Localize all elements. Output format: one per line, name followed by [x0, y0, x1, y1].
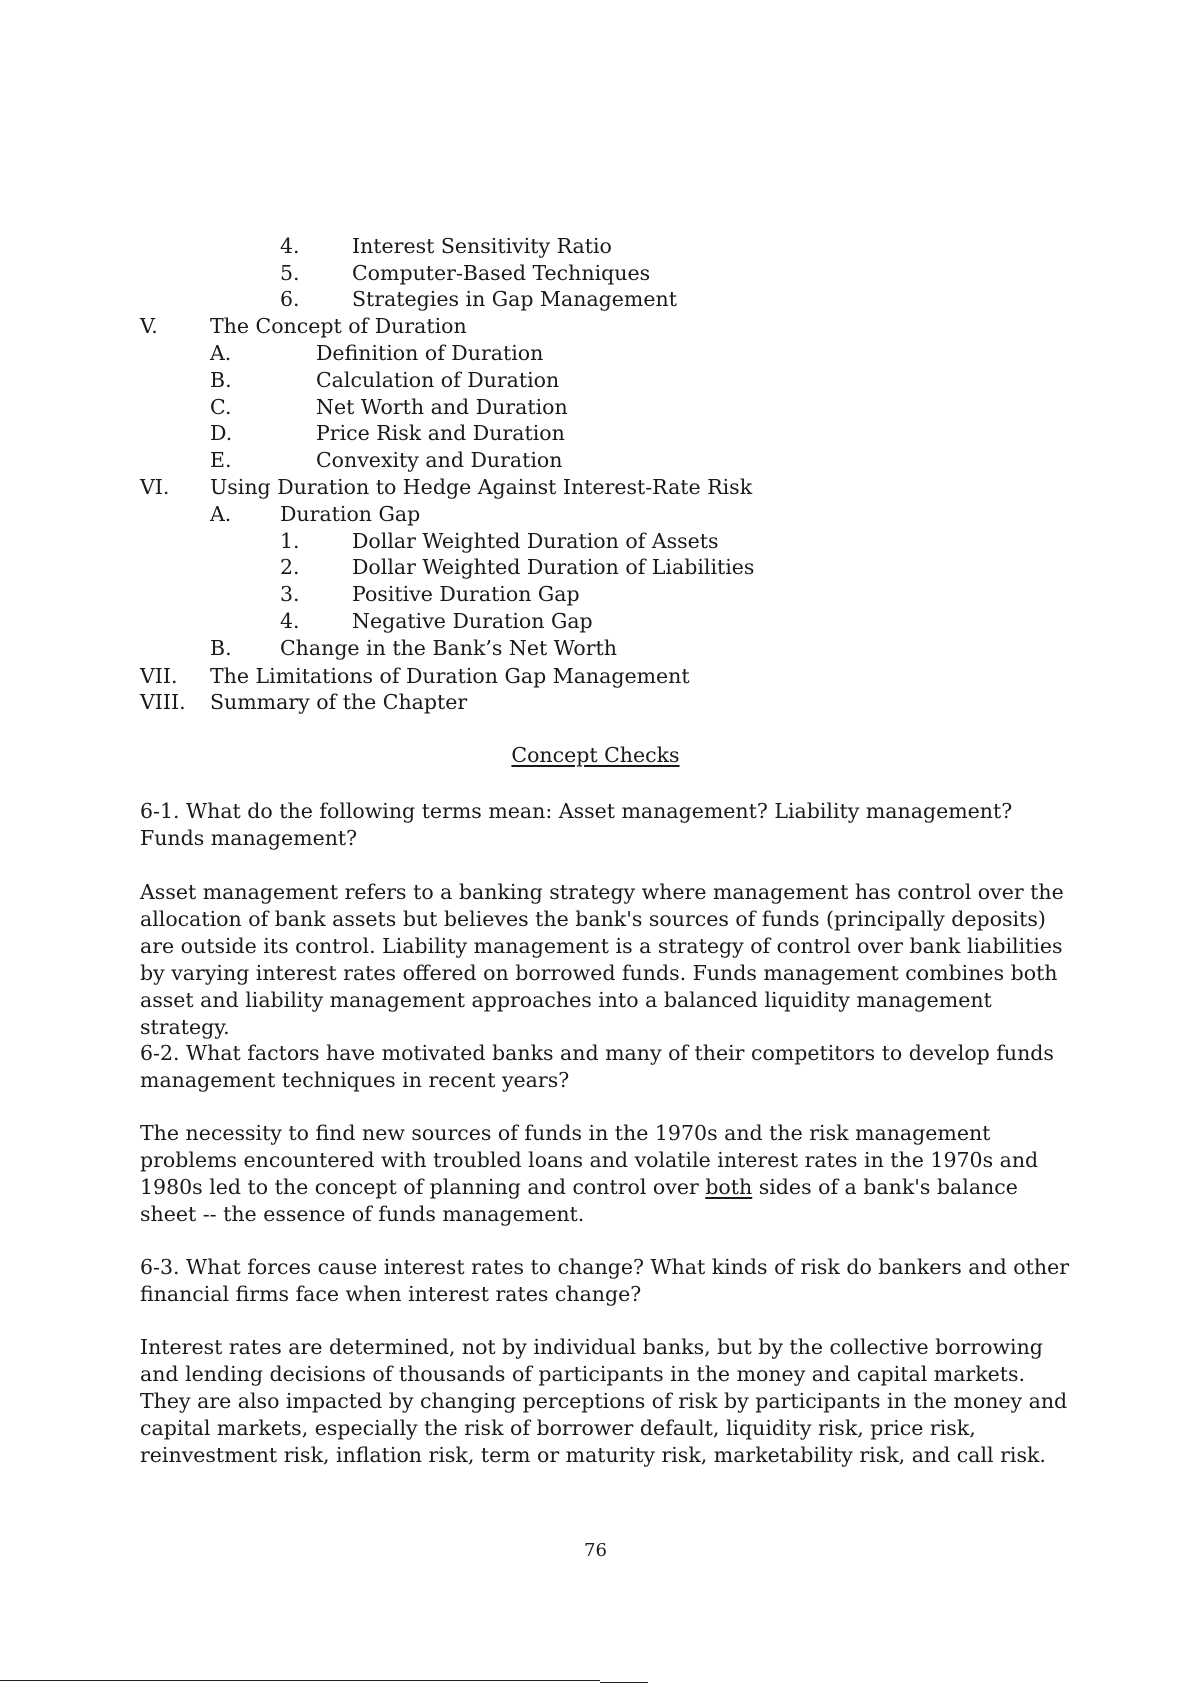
page-number: 76 [584, 1540, 607, 1561]
outline-item-text: Strategies in Gap Management [352, 287, 677, 311]
outline-item-text: Computer-Based Techniques [352, 261, 651, 285]
outline-item-text: Change in the Bank’s Net Worth [280, 636, 617, 660]
outline-item-text: Definition of Duration [316, 341, 544, 365]
answer-6-1: Asset management refers to a banking strategy where management has control over the allocation of bank assets but believes the bank's sources of funds (principally deposits) are outside its control. Liability management is a strategy of control over bank liabilities by varying interest rates offered on borrowed funds. Funds management combines both asset and liability management approaches into a balanced liquidity management strategy. [140, 880, 1064, 1039]
outline-item-text: Positive Duration Gap [352, 582, 580, 606]
answer-text: sides of a bank's balance sheet -- the essence of funds management. [140, 1175, 1018, 1226]
outline-item-number: 3. [280, 582, 300, 606]
outline-item-text: Duration Gap [280, 502, 421, 526]
outline-item-text: Dollar Weighted Duration of Liabilities [352, 555, 755, 579]
outline-item-number: B. [210, 368, 232, 392]
outline-item-number: C. [210, 395, 232, 419]
outline-item-text: The Concept of Duration [210, 314, 467, 338]
outline-item-number: 4. [280, 234, 300, 258]
outline-item-number: VIII. [140, 690, 186, 714]
footer-divider [600, 1682, 648, 1683]
outline-item-number: VII. [140, 664, 178, 688]
question-6-1: 6-1. What do the following terms mean: Asset management? Liability management? Funds management? [140, 799, 1013, 850]
outline-item-number: D. [210, 421, 233, 445]
outline-item-number: VI. [140, 475, 170, 499]
answer-6-2 [140, 1120, 1070, 1228]
emphasized-word: both [705, 1175, 753, 1199]
outline-item-number: A. [210, 341, 232, 365]
outline-item-number: 2. [280, 555, 300, 579]
outline-item-number: B. [210, 636, 232, 660]
outline-item-text: Calculation of Duration [316, 368, 560, 392]
outline-item-number: V. [140, 314, 158, 338]
outline-item-text: Interest Sensitivity Ratio [352, 234, 612, 258]
outline-item-number: 4. [280, 609, 300, 633]
outline-item-number: 1. [280, 529, 300, 553]
outline-item-text: Price Risk and Duration [316, 421, 565, 445]
outline-item-text: Dollar Weighted Duration of Assets [352, 529, 719, 553]
footer-divider [0, 1680, 600, 1681]
answer-6-3: Interest rates are determined, not by individual banks, but by the collective borrowing and lending decisions of thousands of participants in the money and capital markets. They are also impacted by changing perceptions of risk by participants in the money and capital markets, especially the risk of borrower default, liquidity risk, price risk, reinvestment risk, inflation risk, term or maturity risk, marketability risk, and call risk. [140, 1335, 1068, 1467]
question-6-2: 6-2. What factors have motivated banks and many of their competitors to develop funds management techniques in recent years? [140, 1041, 1054, 1092]
section-heading: Concept Checks [511, 743, 680, 767]
answer-text: The necessity to find new sources of funds in the 1970s and the risk management problems encountered with troubled loans and volatile interest rates in the 1970s and 1980s led to the concept of planning and control over [140, 1121, 1039, 1199]
outline-item-text: Using Duration to Hedge Against Interest-Rate Risk [210, 475, 753, 499]
outline-item-number: 6. [280, 287, 300, 311]
outline-item-text: The Limitations of Duration Gap Management [210, 664, 690, 688]
outline-item-text: Convexity and Duration [316, 448, 563, 472]
outline-item-text: Net Worth and Duration [316, 395, 568, 419]
outline-item-number: 5. [280, 261, 300, 285]
outline-item-number: A. [210, 502, 232, 526]
question-6-3: 6-3. What forces cause interest rates to change? What kinds of risk do bankers and other financial firms face when interest rates change? [140, 1255, 1070, 1306]
outline-item-number: E. [210, 448, 232, 472]
outline-item-text: Summary of the Chapter [210, 690, 468, 714]
outline-item-text: Negative Duration Gap [352, 609, 593, 633]
